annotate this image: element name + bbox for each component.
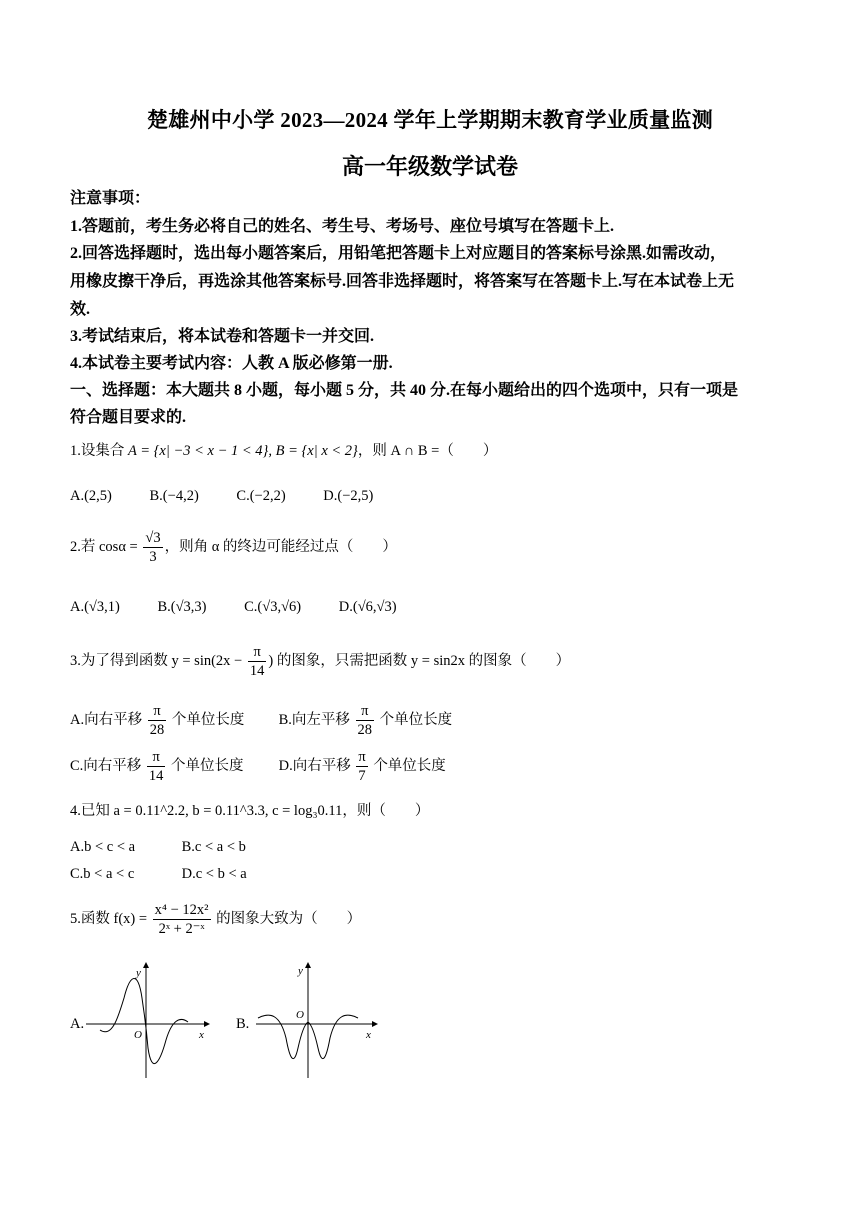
q2-suffix: ，则角 α 的终边可能经过点（ ） <box>164 539 397 555</box>
q3-option-d <box>278 749 446 785</box>
q2-fraction-denominator: 3 <box>149 549 157 566</box>
q2-option-d: D.(√6,√3) <box>338 599 397 615</box>
note-item-2-line2: 用橡皮擦干净后，再选涂其他答案标号.回答非选择题时，将答案写在答题卡上.写在本试卷上无 <box>70 273 735 290</box>
q3-option-b-numerator: π <box>356 702 375 721</box>
q1-suffix: ，则 A ∩ B =（ ） <box>357 443 498 459</box>
q3-option-a-numerator: π <box>148 702 167 721</box>
q2-prefix: 2.若 cosα = <box>70 539 142 555</box>
exam-title: 楚雄州中小学 2023—2024 学年上学期期末教育学业质量监测 <box>146 108 714 132</box>
q5-graph-b <box>252 958 382 1083</box>
q3-option-d-fraction <box>356 748 367 785</box>
notes-heading: 注意事项： <box>70 190 151 207</box>
q1-prefix: 1.设集合 <box>70 443 128 459</box>
q3-option-b-fraction <box>356 702 375 739</box>
q2-fraction <box>143 529 162 566</box>
q4-option-d: D.c < b < a <box>181 866 247 882</box>
q3-options-row1 <box>70 700 795 740</box>
q5-suffix: 的图象大致为（ ） <box>212 911 362 927</box>
q3-prefix: 3.为了得到函数 y = sin(2x − <box>70 653 246 669</box>
q3-suffix: ) 的图象，只需把函数 y = sin2x 的图象（ ） <box>268 653 571 669</box>
q5-graph-b-label: B. <box>236 1016 250 1032</box>
q3-fraction-numerator: π <box>248 643 267 662</box>
q5-fraction <box>153 901 211 938</box>
graph-a-y-label: y <box>136 967 141 979</box>
q2-option-b: B.(√3,3) <box>157 599 207 615</box>
note-item-2-line3: 效. <box>70 301 91 318</box>
q3-fraction <box>248 643 267 680</box>
q4-option-b: B.c < a < b <box>181 839 246 855</box>
question-3 <box>70 641 795 681</box>
q1-options <box>70 482 795 510</box>
q1-option-a: A.(2,5) <box>70 488 112 504</box>
q3-option-a <box>70 700 275 740</box>
graph-b-y-arrow <box>305 962 311 968</box>
q2-option-a: A.(√3,1) <box>70 599 120 615</box>
q2-option-c: C.(√3,√6) <box>244 599 302 615</box>
q3-option-d-prefix: D.向右平移 <box>278 758 355 774</box>
note-item-2-line1: 2.回答选择题时，选出每小题答案后，用铅笔把答题卡上对应题目的答案标号涂黑.如需改动， <box>70 245 727 262</box>
q5-graph-a <box>82 958 212 1083</box>
q1-option-b: B.(−4,2) <box>149 488 199 504</box>
q3-option-b <box>278 703 453 739</box>
q3-option-d-suffix: 个单位长度 <box>369 758 446 774</box>
q2-options <box>70 593 795 621</box>
q3-option-b-prefix: B.向左平移 <box>278 712 354 728</box>
q5-fraction-denominator: 2ˣ + 2⁻ˣ <box>158 921 205 938</box>
q3-option-c-numerator: π <box>147 748 166 767</box>
q3-option-a-fraction <box>148 702 167 739</box>
q3-option-d-numerator: π <box>358 749 366 766</box>
graph-a-origin-label: O <box>134 1029 142 1041</box>
note-item-3: 3.考试结束后，将本试卷和答题卡一并交回. <box>70 328 375 345</box>
graph-b-x-label: x <box>366 1029 371 1041</box>
note-item-4: 4.本试卷主要考试内容：人教 A 版必修第一册. <box>70 355 393 372</box>
q3-option-c-prefix: C.向右平移 <box>70 758 145 774</box>
graph-b-origin-label: O <box>296 1009 304 1021</box>
q3-option-c-suffix: 个单位长度 <box>167 758 244 774</box>
exam-subtitle: 高一年级数学试卷 <box>341 154 518 179</box>
section1-instructions-line2: 符合题目要求的. <box>70 409 187 426</box>
q3-option-d-denominator: 7 <box>358 768 366 785</box>
q3-option-c-fraction <box>147 748 166 785</box>
graph-a-y-arrow <box>143 962 149 968</box>
q5-graph-a-label: A. <box>70 1016 85 1032</box>
q3-option-a-prefix: A.向右平移 <box>70 712 146 728</box>
question-1 <box>70 437 795 465</box>
q4-options-row2 <box>70 860 795 888</box>
q5-prefix: 5.函数 f(x) = <box>70 911 151 927</box>
note-item-1: 1.答题前，考生务必将自己的姓名、考生号、考场号、座位号填写在答题卡上. <box>70 218 615 235</box>
graph-b-x-arrow <box>372 1021 378 1027</box>
q5-fraction-numerator: x⁴ − 12x² <box>154 902 209 919</box>
graph-b-y-label: y <box>298 965 303 977</box>
q2-fraction-numerator: √3 <box>145 530 161 547</box>
q4-option-c: C.b < a < c <box>70 866 135 882</box>
graph-a-x-label: x <box>199 1029 204 1041</box>
graph-a-x-arrow <box>204 1021 210 1027</box>
q4-options-row1 <box>70 833 795 861</box>
q3-option-b-suffix: 个单位长度 <box>376 712 453 728</box>
q3-option-c-denominator: 14 <box>148 768 164 785</box>
question-4: 4.已知 a = 0.11^2.2, b = 0.11^3.3, c = log₃0.11，则（ ） <box>70 803 430 819</box>
q3-option-c <box>70 746 275 786</box>
q3-option-a-suffix: 个单位长度 <box>168 712 245 728</box>
question-2 <box>70 527 795 567</box>
q3-option-b-denominator: 28 <box>357 722 373 739</box>
q3-fraction-denominator: 14 <box>249 663 265 680</box>
q1-expression: A = {x| −3 < x − 1 < 4}, B = {x| x < 2} <box>128 443 358 459</box>
q4-option-a: A.b < c < a <box>70 839 136 855</box>
q3-options-row2 <box>70 746 795 786</box>
q1-option-d: D.(−2,5) <box>323 488 374 504</box>
q1-option-c: C.(−2,2) <box>236 488 286 504</box>
q3-option-a-denominator: 28 <box>149 722 165 739</box>
graph-a-curve <box>100 978 188 1063</box>
question-5 <box>70 898 795 940</box>
section1-instructions-line1: 一、选择题：本大题共 8 小题，每小题 5 分，共 40 分.在每小题给出的四个选项中，只有一项是 <box>70 382 739 399</box>
